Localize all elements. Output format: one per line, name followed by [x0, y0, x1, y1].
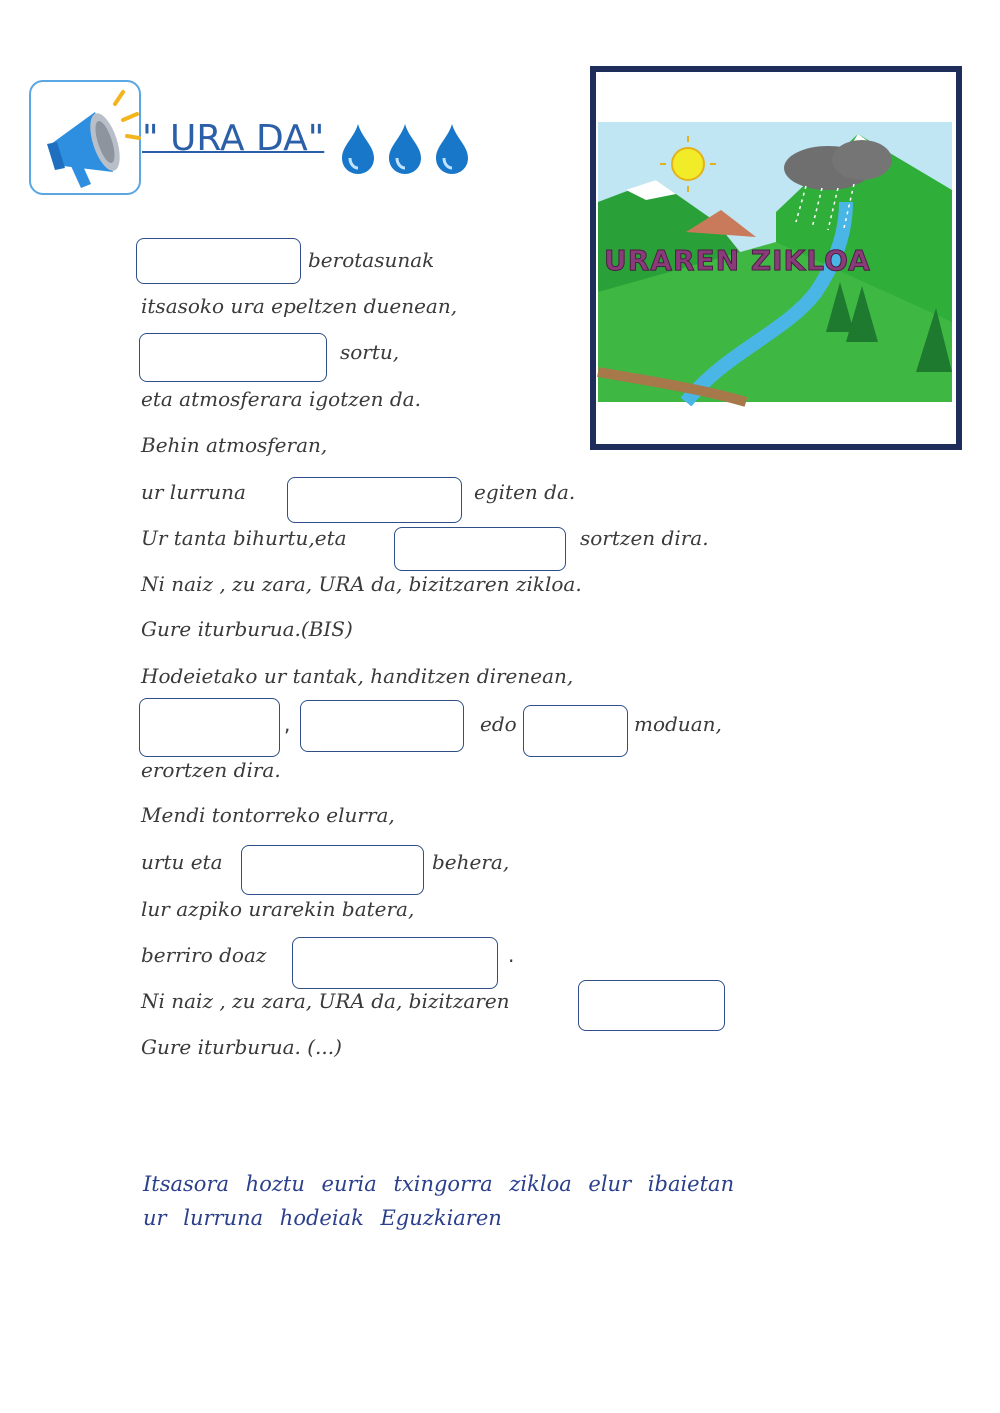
megaphone-icon: [33, 84, 141, 194]
word-bank-row-1: Itsasora hoztu euria txingorra zikloa elur ibaietan: [143, 1172, 735, 1196]
lyric-line-17-start: Ni naiz , zu zara, URA da, bizitzaren: [141, 989, 510, 1013]
lyric-line-18: Gure iturburua. (...): [141, 1035, 342, 1059]
answer-box-10[interactable]: [578, 980, 725, 1031]
illustration-label: URAREN ZIKLOA: [604, 244, 871, 277]
audio-button[interactable]: [29, 80, 141, 195]
lyric-line-3-text: sortu,: [340, 340, 400, 364]
lyric-line-11-mid: edo: [480, 712, 517, 736]
lyric-line-11-end: moduan,: [634, 712, 722, 736]
answer-box-2[interactable]: [139, 333, 327, 382]
lyric-line-7-end: sortzen dira.: [580, 526, 709, 550]
word-bank-row-2: ur lurruna hodeiak Eguzkiaren: [143, 1206, 502, 1230]
lyric-line-6-end: egiten da.: [474, 480, 576, 504]
lyric-line-16-end: .: [508, 943, 515, 967]
lyric-line-15: lur azpiko urarekin batera,: [141, 897, 415, 921]
answer-box-5[interactable]: [139, 698, 280, 757]
lyric-line-12: erortzen dira.: [141, 758, 281, 782]
lyric-line-4: eta atmosferara igotzen da.: [141, 387, 421, 411]
lyric-line-16-start: berriro doaz: [141, 943, 267, 967]
lyric-line-11-comma: ,: [284, 712, 291, 736]
water-drop-icon: [342, 124, 374, 174]
answer-box-8[interactable]: [241, 845, 424, 895]
lyric-line-9: Gure iturburua.(BIS): [141, 617, 353, 641]
water-drops: [338, 122, 473, 176]
lyric-line-7-start: Ur tanta bihurtu,eta: [141, 526, 347, 550]
water-drop-icon: [436, 124, 468, 174]
lyric-line-13: Mendi tontorreko elurra,: [141, 803, 395, 827]
lyric-line-14-end: behera,: [432, 850, 510, 874]
answer-box-3[interactable]: [287, 477, 462, 523]
lyric-line-1-text: berotasunak: [308, 248, 435, 272]
lyric-line-2: itsasoko ura epeltzen duenean,: [141, 294, 458, 318]
lyric-line-8: Ni naiz , zu zara, URA da, bizitzaren zikloa.: [141, 572, 582, 596]
lyric-line-6-start: ur lurruna: [141, 480, 246, 504]
water-cycle-illustration: [590, 66, 962, 450]
lyric-line-5: Behin atmosferan,: [141, 433, 328, 457]
answer-box-6[interactable]: [300, 700, 464, 752]
answer-box-9[interactable]: [292, 937, 498, 989]
answer-box-1[interactable]: [136, 238, 301, 284]
water-drop-icon: [389, 124, 421, 174]
answer-box-4[interactable]: [394, 527, 566, 571]
lyric-line-14-start: urtu eta: [141, 850, 223, 874]
lyric-line-10: Hodeietako ur tantak, handitzen direnean,: [141, 664, 574, 688]
answer-box-7[interactable]: [523, 705, 628, 757]
page-title: " URA DA": [142, 118, 325, 159]
